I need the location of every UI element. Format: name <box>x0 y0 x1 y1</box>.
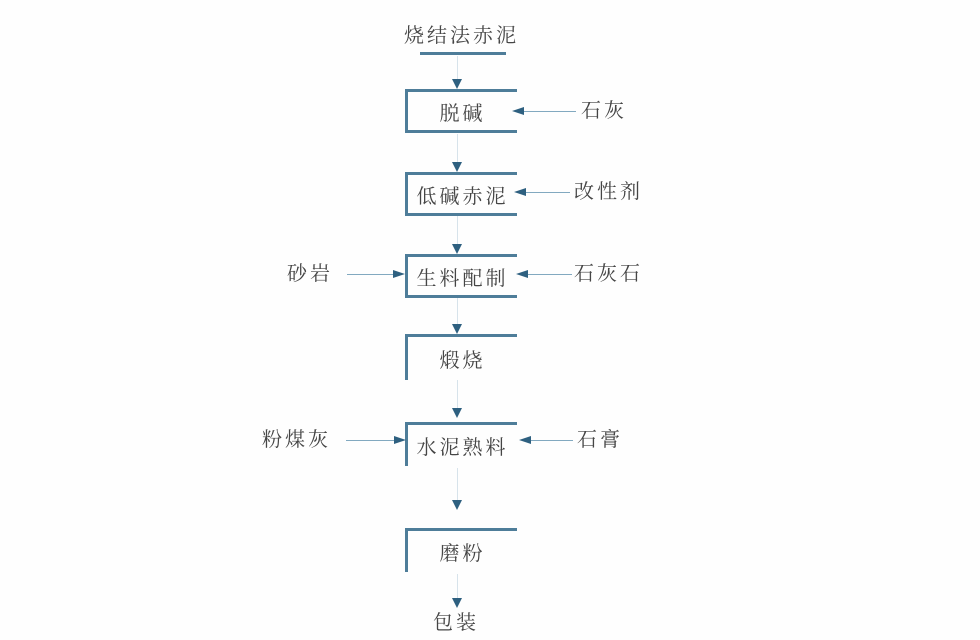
step-box-dealkalization: 脱碱 <box>405 89 517 133</box>
input-label-modifier: 改性剂 <box>574 181 643 203</box>
source-material-label: 烧结法赤泥 <box>404 25 519 47</box>
arrowhead-down-icon <box>452 500 462 510</box>
arrowhead-left-icon <box>519 436 531 444</box>
arrow-line-modifier <box>526 192 570 193</box>
arrowhead-down-icon <box>452 244 462 254</box>
arrowhead-down-icon <box>452 162 462 172</box>
arrow-line-limestone <box>528 274 572 275</box>
step-box-raw-meal-preparation: 生料配制 <box>405 254 517 298</box>
connector-calcination-to-clinker <box>457 380 458 409</box>
arrowhead-down-icon <box>452 79 462 89</box>
arrowhead-left-icon <box>516 270 528 278</box>
step-box-cement-clinker: 水泥熟料 <box>405 422 517 466</box>
arrowhead-right-icon <box>394 436 406 444</box>
step-box-low-alkali-red-mud: 低碱赤泥 <box>405 172 517 216</box>
arrow-line-fly-ash <box>346 440 394 441</box>
source-underline <box>420 52 506 55</box>
input-label-lime: 石灰 <box>581 100 627 122</box>
step-box-grinding: 磨粉 <box>405 528 517 572</box>
output-label-packaging: 包装 <box>433 612 479 634</box>
arrowhead-left-icon <box>512 107 524 115</box>
connector-dealkalization-to-low-alkali <box>457 134 458 163</box>
step-box-calcination: 煅烧 <box>405 334 517 380</box>
connector-source-to-dealkalization <box>457 56 458 79</box>
connector-low-alkali-to-raw-meal <box>457 216 458 245</box>
input-label-fly-ash: 粉煤灰 <box>262 429 331 451</box>
input-label-gypsum: 石膏 <box>577 429 623 451</box>
arrow-line-sandstone <box>347 274 393 275</box>
connector-raw-meal-to-calcination <box>457 298 458 325</box>
arrowhead-down-icon <box>452 408 462 418</box>
connector-grinding-to-packaging <box>457 574 458 599</box>
arrow-line-gypsum <box>531 440 573 441</box>
connector-clinker-to-grinding <box>457 468 458 501</box>
input-label-limestone: 石灰石 <box>574 263 643 285</box>
arrowhead-right-icon <box>393 270 405 278</box>
arrowhead-left-icon <box>514 188 526 196</box>
arrow-line-lime <box>524 111 576 112</box>
input-label-sandstone: 砂岩 <box>287 263 333 285</box>
arrowhead-down-icon <box>452 598 462 608</box>
arrowhead-down-icon <box>452 324 462 334</box>
